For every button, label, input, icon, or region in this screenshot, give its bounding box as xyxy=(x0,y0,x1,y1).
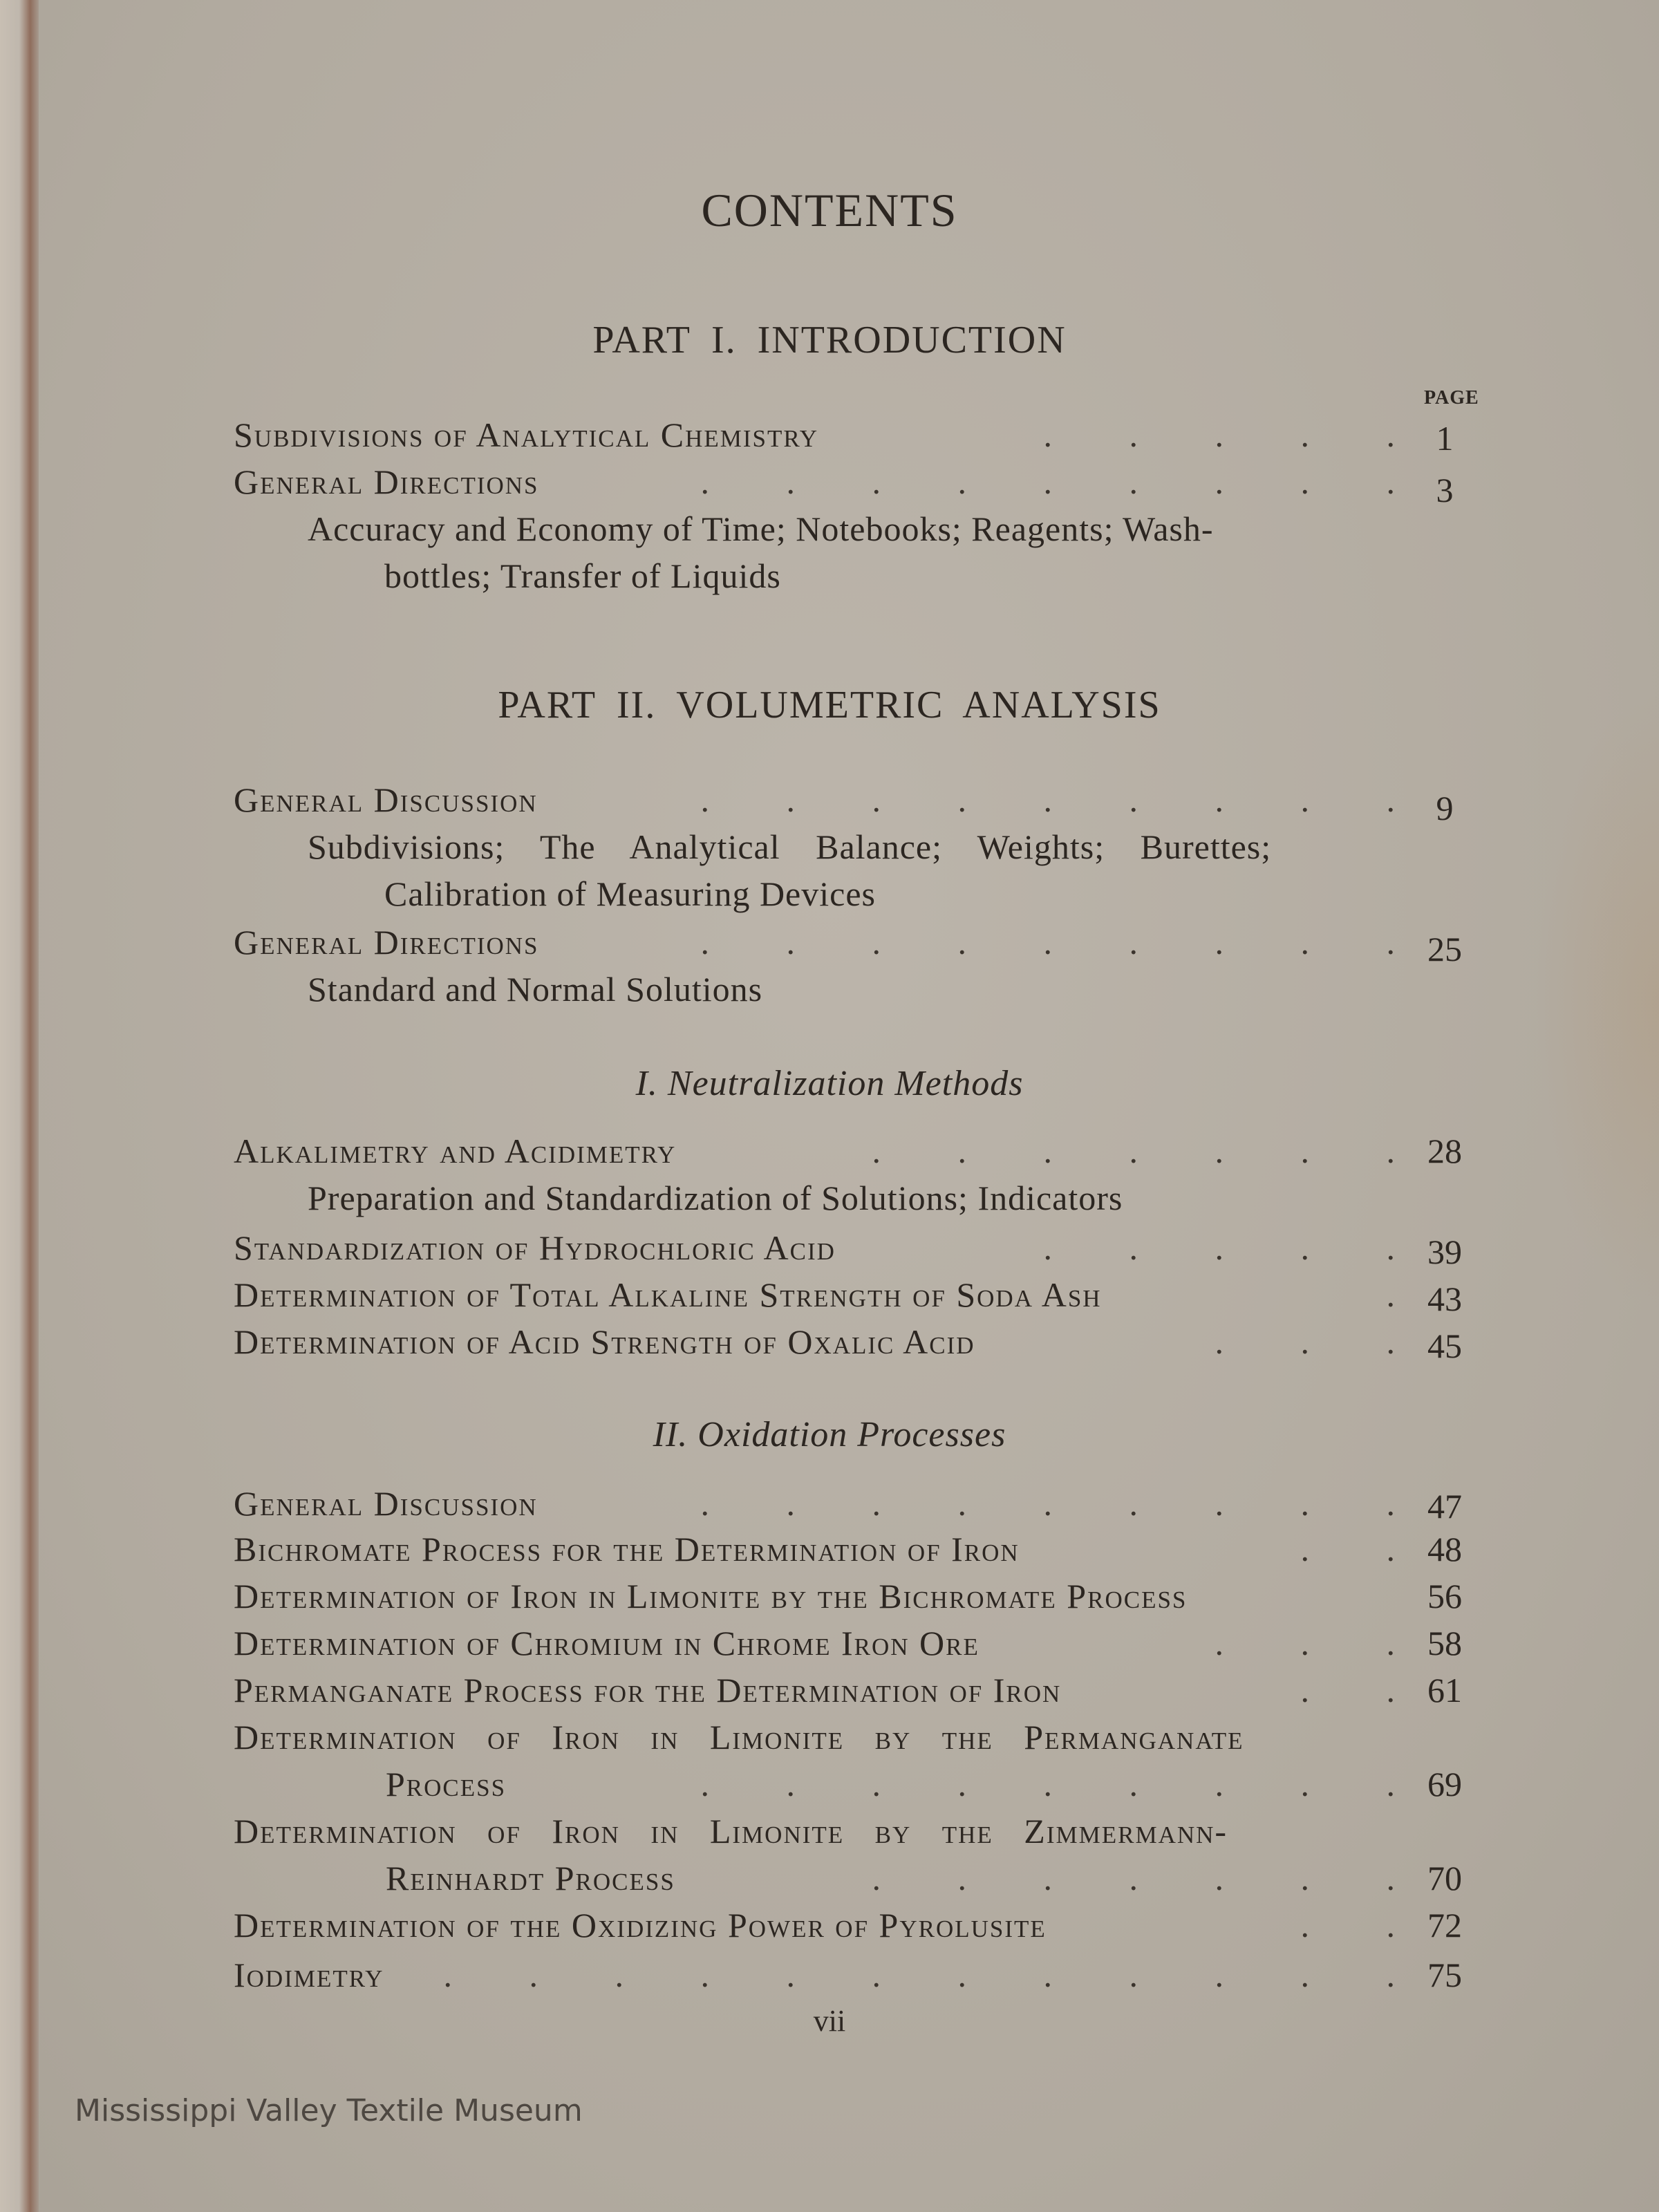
toc-entry xyxy=(234,415,1395,459)
part1-heading: PART I. INTRODUCTION xyxy=(592,319,1067,362)
toc-page-number: 9 xyxy=(1436,789,1454,827)
toc-entry-label: Alkalimetry and Acidimetry xyxy=(234,1132,677,1170)
dot-leaders: . . . . . . . xyxy=(872,1132,1395,1170)
toc-page-number: 75 xyxy=(1427,1956,1462,1994)
toc-entry xyxy=(234,1483,1395,1528)
dot-leaders: . . xyxy=(1300,1906,1395,1944)
toc-page-number: 72 xyxy=(1427,1906,1462,1944)
dot-leaders: . xyxy=(1386,1275,1395,1314)
dot-leaders: . . . xyxy=(1215,1624,1395,1662)
toc-page-number: 43 xyxy=(1427,1280,1462,1318)
toc-entry-continuation xyxy=(386,1858,1395,1902)
section1-heading: I. Neutralization Methods xyxy=(635,1064,1024,1103)
toc-subtopic-line: Accuracy and Economy of Time; Notebooks; Reagents; Wash- xyxy=(308,509,1214,548)
dot-leaders: . . . . . . . . . xyxy=(700,462,1395,501)
toc-page-number: 3 xyxy=(1436,471,1454,509)
toc-entry-label: Reinhardt Process xyxy=(386,1859,675,1897)
toc-page-number: 45 xyxy=(1427,1327,1462,1365)
toc-entry-label: Bichromate Process for the Determination of Iron xyxy=(234,1530,1020,1568)
toc-page-number: 28 xyxy=(1427,1132,1462,1170)
dot-leaders: . . . . . . . xyxy=(872,1859,1395,1897)
contents-title: CONTENTS xyxy=(701,184,958,236)
toc-entry xyxy=(234,780,1395,824)
toc-subtopic-line: Standard and Normal Solutions xyxy=(308,970,763,1009)
dot-leaders: . . . . . . . . . xyxy=(700,1484,1395,1523)
toc-page-number: 69 xyxy=(1427,1765,1462,1803)
toc-entry xyxy=(234,1275,1395,1319)
toc-entry-continuation xyxy=(386,1764,1395,1808)
toc-entry-label: Determination of Acid Strength of Oxalic Acid xyxy=(234,1322,975,1361)
page-column-header: PAGE xyxy=(1424,387,1479,409)
toc-entry-label: Permanganate Process for the Determination of Iron xyxy=(234,1671,1062,1709)
page-folio: vii xyxy=(813,2004,846,2038)
museum-watermark: Mississippi Valley Textile Museum xyxy=(75,2093,583,2128)
toc-subtopic-line: bottles; Transfer of Liquids xyxy=(384,556,781,595)
dot-leaders: . . . . . xyxy=(1043,415,1395,454)
dot-leaders: . . . . . . . . . xyxy=(700,780,1395,819)
toc-page-number: 70 xyxy=(1427,1859,1462,1897)
toc-entry-label: Subdivisions of Analytical Chemistry xyxy=(234,415,819,454)
toc-entry-label: General Discussion xyxy=(234,780,538,819)
toc-entry-label: Standardization of Hydrochloric Acid xyxy=(234,1228,836,1267)
toc-entry-label: General Discussion xyxy=(234,1484,538,1523)
toc-entry-label: Determination of the Oxidizing Power of Pyrolusite xyxy=(234,1906,1047,1944)
toc-entry-label: Determination of Iron in Limonite by the Permanganate xyxy=(234,1718,1244,1756)
toc-entry xyxy=(234,1955,1395,1999)
dot-leaders: . . . . . . . . . . . . xyxy=(443,1956,1395,1994)
toc-entry-label: Determination of Total Alkaline Strength of Soda Ash xyxy=(234,1275,1102,1314)
dot-leaders: . . xyxy=(1300,1671,1395,1709)
toc-entry xyxy=(234,1322,1395,1366)
toc-entry xyxy=(234,1811,1395,1855)
dot-leaders: . . . . . . . . . xyxy=(700,1765,1395,1803)
dot-leaders: . . xyxy=(1300,1530,1395,1568)
toc-entry-label: Determination of Chromium in Chrome Iron Ore xyxy=(234,1624,980,1662)
section2-heading: II. Oxidation Processes xyxy=(653,1415,1006,1454)
toc-entry-label: General Directions xyxy=(234,462,539,501)
dot-leaders: . . . . . xyxy=(1043,1228,1395,1267)
toc-entry-label: Determination of Iron in Limonite by the Bichromate Process xyxy=(234,1577,1188,1615)
toc-subtopic-line: Preparation and Standardization of Solutions; Indicators xyxy=(308,1179,1123,1217)
toc-entry xyxy=(234,1529,1395,1573)
toc-entry-label: Process xyxy=(386,1765,507,1803)
dot-leaders: . . . xyxy=(1215,1322,1395,1361)
toc-entry xyxy=(234,1131,1395,1175)
toc-entry-label: Iodimetry xyxy=(234,1956,384,1994)
toc-entry xyxy=(234,922,1395,966)
dot-leaders: . . . . . . . . . xyxy=(700,923,1395,962)
page-stain xyxy=(1535,691,1659,1313)
toc-entry-label: General Directions xyxy=(234,923,539,962)
toc-page-number: 58 xyxy=(1427,1624,1462,1662)
toc-page-number: 47 xyxy=(1427,1487,1462,1526)
part2-heading: PART II. VOLUMETRIC ANALYSIS xyxy=(498,684,1161,727)
toc-entry xyxy=(234,1670,1395,1714)
toc-page-number: 61 xyxy=(1427,1671,1462,1709)
toc-page-number: 48 xyxy=(1427,1530,1462,1568)
toc-entry-label: Determination of Iron in Limonite by the Zimmermann- xyxy=(234,1812,1228,1850)
toc-subtopic-line: Subdivisions; The Analytical Balance; Weights; Burettes; xyxy=(308,827,1272,866)
toc-subtopic-line: Calibration of Measuring Devices xyxy=(384,874,876,913)
toc-entry xyxy=(234,1905,1395,1949)
toc-page-number: 1 xyxy=(1436,419,1454,458)
toc-entry xyxy=(234,1576,1395,1620)
toc-entry xyxy=(234,1717,1395,1761)
toc-entry xyxy=(234,1623,1395,1667)
toc-entry xyxy=(234,1228,1395,1272)
toc-page-number: 56 xyxy=(1427,1577,1462,1615)
toc-page-number: 25 xyxy=(1427,930,1462,968)
toc-page-number: 39 xyxy=(1427,1232,1462,1271)
toc-entry xyxy=(234,462,1395,506)
